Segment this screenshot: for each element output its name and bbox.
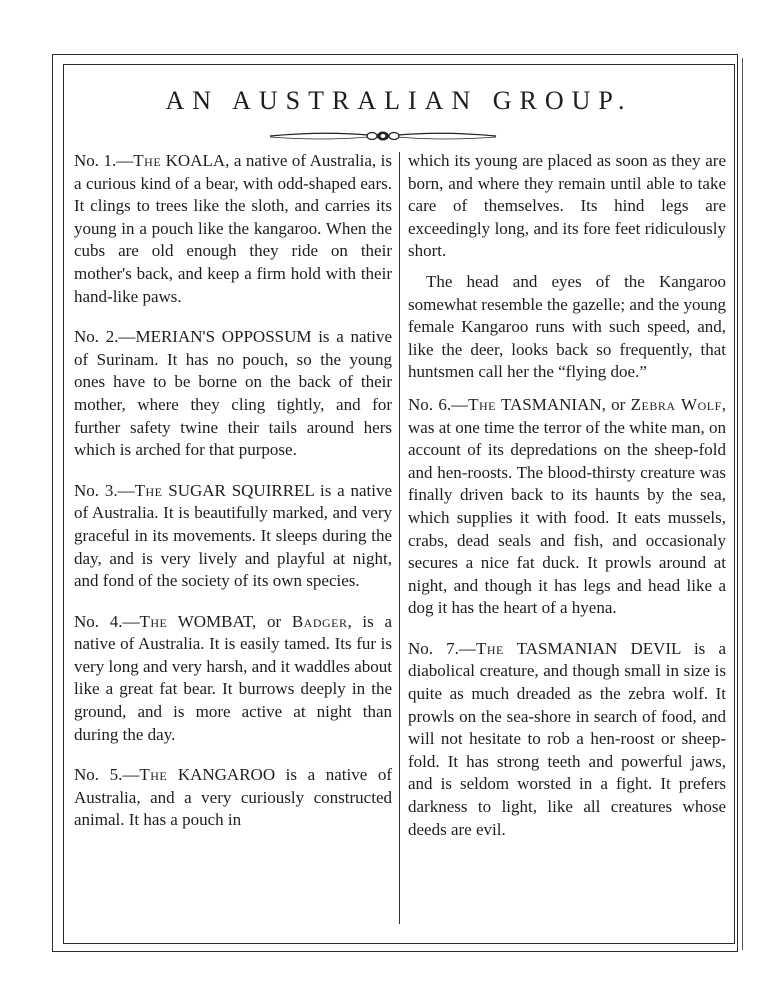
outer-edge-line [742,58,743,950]
entry-number: No. 1.— [74,151,134,170]
entry-article: The [139,611,168,631]
entry-wombat [74,611,392,747]
ornament-divider-icon [268,128,498,144]
entry-number: No. 4.— [74,611,140,631]
entry-animal-name: SUGAR SQUIRREL [162,480,315,500]
entry-text: is a native of Australia. It is beautifully marked, and very graceful in its movements. It sleeps during the day, and is very lively and playful at night, and fond of the society of its own species. [74,480,393,591]
entry-article: The [475,638,504,658]
entry-kangaroo-continued: which its young are placed as soon as they are born, and where they remain until able to take care of themselves. Its hind legs are exceedingly long, and its fore feet ridiculously short. [408,151,726,261]
entry-text: , a native of Australia, is a curious kind of a bear, with odd-shaped ears. It clings to trees like the sloth, and carries its young in a pouch like the kangaroo. When the cubs are old enough they ride on their mother's back, and keep a firm hold with their hand-like paws. [74,151,392,306]
entry-text: is a native of Surinam. It has no pouch, so the young ones have to be borne on the back of their mother, where they cling tightly, and for further safety twine their tails around hers which is arched for that purpose. [74,327,392,460]
entry-article: The [134,480,163,500]
entry-sugar-squirrel [74,480,392,593]
column-divider [399,152,400,924]
entry-text: , was at one time the terror of the white man, on account of its depredations on the sheep-fold and hen-roosts. The blood-thirsty creature was finally driven back to its haunts by the sea, which supplies it with food. It eats mussels, crabs, dead seals and fish, and occasionaly secures a nice fat duck. It prowls around at night, and though it has legs and head like a dog it has the heart of a hyena. [408,394,727,618]
entry-tasmanian-devil [408,638,726,841]
entry-text: , is a native of Australia. It is easily tamed. Its fur is very long and very harsh, and it waddles about like a great fat bear. It burrows deeply in the ground, and is more active at night than during the day. [74,611,392,744]
entry-article: The [139,765,168,785]
left-column [74,150,392,850]
entry-number: No. 7.— [408,638,476,658]
entry-text: , or [601,394,631,414]
entry-text: , or [252,611,292,631]
entry-animal-name: WOMBAT [167,611,253,631]
entry-tasmanian-wolf [408,394,726,620]
entry-article: The [468,394,496,414]
entry-text: is a native of Australia, and a very curiously constructed animal. It has a pouch in [74,765,392,830]
entry-alt-name: Zebra Wolf [630,394,722,414]
entry-animal-name: TASMANIAN DEVIL [503,638,681,658]
entry-kangaroo [74,764,392,832]
entry-animal-name: TASMANIAN [495,394,602,414]
entry-number: No. 6.— [408,394,469,414]
entry-animal-name: KANGAROO [167,765,276,785]
entry-text: is a diabolical creature, and though small in size is quite as much dreaded as the zebra wolf. It prowls on the sea-shore in search of food, and will not hesitate to rob a hen-roost or sheep-fold. It has strong teeth and powerful jaws, and is seldom worsted in a fight. It prefers darkness to light, like all creatures whose deeds are evil. [408,638,726,839]
entry-animal-name: MERIAN'S OPPOSSUM [135,327,312,347]
page-title: AN AUSTRALIAN GROUP. [165,86,633,115]
entry-number: No. 2.— [74,327,136,347]
entry-animal-name: KOALA [161,151,226,170]
entry-opossum [74,326,392,462]
entry-kangaroo-paragraph-2: The head and eyes of the Kangaroo somewhat resemble the gazelle; and the young female Kangaroo runs with such speed, and, like the deer, looks back so frequently, that huntsmen call her the “flying doe.” [408,271,726,382]
entry-number: No. 3.— [74,480,135,500]
entry-article: The [133,151,162,170]
entry-koala [74,150,392,308]
right-column [408,150,726,859]
entry-number: No. 5.— [74,765,140,785]
entry-alt-name: Badger [291,611,348,631]
